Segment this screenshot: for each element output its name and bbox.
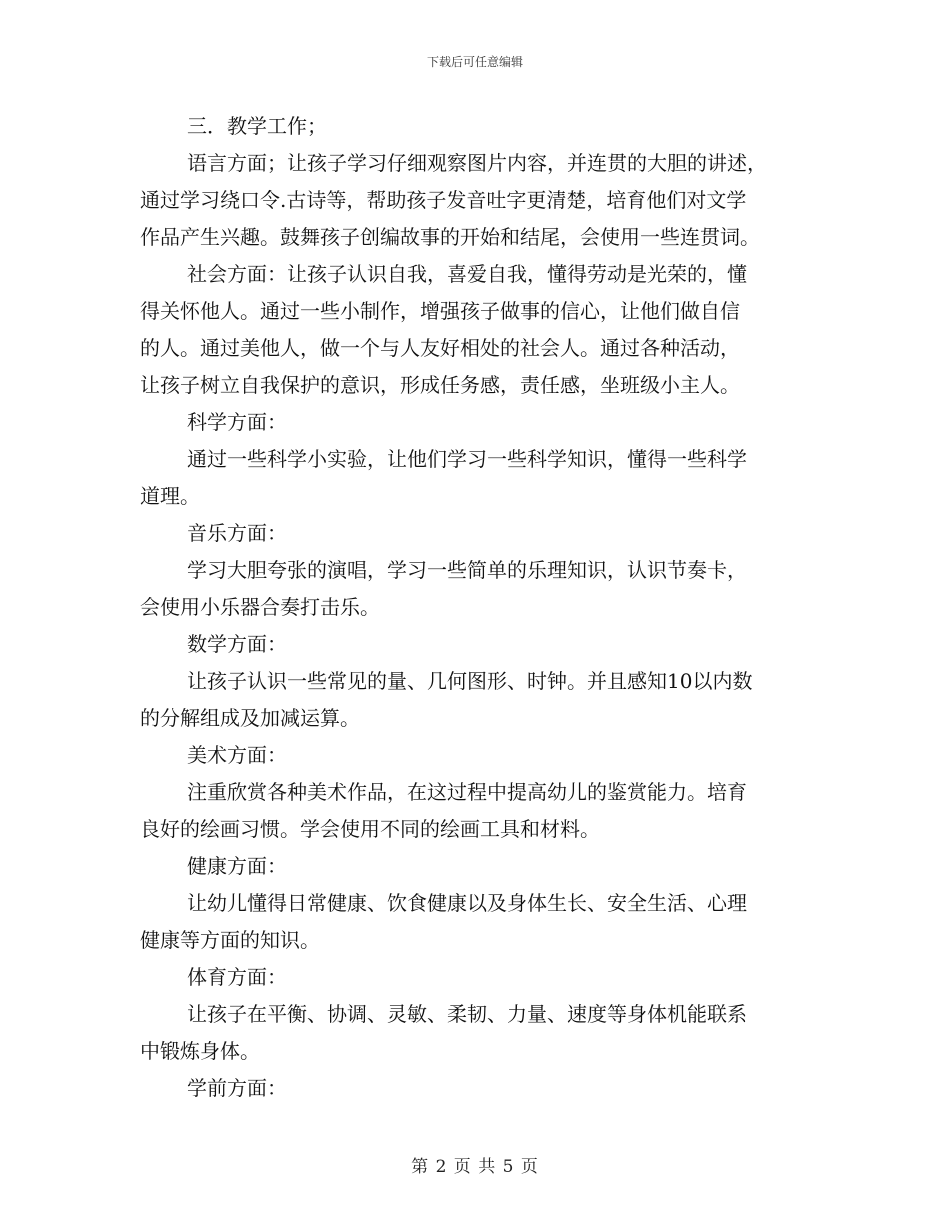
text-line: 道理。 xyxy=(140,484,200,508)
document-body xyxy=(140,108,810,1107)
text-line: 三．教学工作； xyxy=(187,114,327,138)
text-line: 良好的绘画习惯。学会使用不同的绘画工具和材料。 xyxy=(140,817,600,841)
text-line: 让孩子在平衡、协调、灵敏、柔韧、力量、速度等身体机能联系 xyxy=(187,1002,747,1026)
section-heading: 数学方面： xyxy=(187,632,287,656)
section-heading: 健康方面： xyxy=(187,854,287,878)
text-line: 通过一些科学小实验，让他们学习一些科学知识，懂得一些科学 xyxy=(187,447,747,471)
section-heading: 音乐方面： xyxy=(187,521,287,545)
text-line: 语言方面；让孩子学习仔细观察图片内容，并连贯的大胆的讲述， xyxy=(187,151,767,175)
page-header: 下载后可任意编辑 xyxy=(426,55,523,69)
text-line: 学习大胆夸张的演唱，学习一些简单的乐理知识，认识节奏卡， xyxy=(187,558,747,582)
section-heading: 学前方面： xyxy=(187,1076,287,1100)
text-line: 作品产生兴趣。鼓舞孩子创编故事的开始和结尾，会使用一些连贯词。 xyxy=(140,225,760,249)
section-heading: 体育方面： xyxy=(187,965,287,989)
text-line: 的分解组成及加减运算。 xyxy=(140,706,360,730)
text-line: 通过学习绕口令.古诗等，帮助孩子发音吐字更清楚，培育他们对文学 xyxy=(140,188,747,212)
page-number: 第 2 页 共 5 页 xyxy=(411,1157,539,1177)
text-line: 健康等方面的知识。 xyxy=(140,928,320,952)
text-line: 让孩子认识一些常见的量、几何图形、时钟。并且感知10以内数 xyxy=(187,669,753,693)
text-line: 让幼儿懂得日常健康、饮食健康以及身体生长、安全生活、心理 xyxy=(187,891,747,915)
text-line: 的人。通过美他人，做一个与人友好相处的社会人。通过各种活动， xyxy=(140,336,740,360)
text-line: 注重欣赏各种美术作品，在这过程中提高幼儿的鉴赏能力。培育 xyxy=(187,780,747,804)
text-line: 会使用小乐器合奏打击乐。 xyxy=(140,595,380,619)
text-line: 让孩子树立自我保护的意识，形成任务感，责任感，坐班级小主人。 xyxy=(140,373,740,397)
text-line: 社会方面：让孩子认识自我，喜爱自我，懂得劳动是光荣的，懂 xyxy=(187,262,747,286)
text-line: 得关怀他人。通过一些小制作，增强孩子做事的信心，让他们做自信 xyxy=(140,299,740,323)
section-heading: 美术方面： xyxy=(187,743,287,767)
text-line: 中锻炼身体。 xyxy=(140,1039,260,1063)
section-heading: 科学方面： xyxy=(187,410,287,434)
